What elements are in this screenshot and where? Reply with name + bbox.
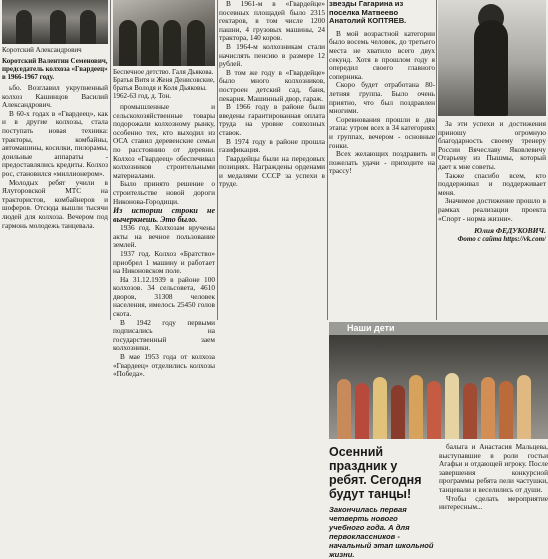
photo-credit: Фото с сайта https://vk.com/ xyxy=(457,235,546,244)
article-body xyxy=(2,84,108,230)
photo-figure xyxy=(499,381,513,439)
photo-figure xyxy=(409,375,423,439)
photo-caption: Беспечное детство. Галя Дьякова. Братья Витя и Женя Денисовские, братья Володя и Коля Дьяковы. 1962-63 год, д. Тон. xyxy=(113,68,215,100)
paragraph: За эти успехи и достижения приношу огромную благодарность своему тренеру России Вячеславу Яковлевичу Отарьеву из Пышмы, который дает к мне советы. xyxy=(438,119,546,171)
paragraph: В 1942 году первыми подписались на государственный заем колхозники. xyxy=(113,317,215,353)
photo-figure xyxy=(355,383,369,439)
column-1 xyxy=(2,0,108,548)
section-right-column xyxy=(439,443,548,559)
photo-figure xyxy=(463,383,477,439)
section-left-column xyxy=(329,443,435,559)
column-5 xyxy=(438,0,546,318)
column-2 xyxy=(113,0,215,548)
paragraph: В мой возрастной категории было восемь человек, до третьего места не хватило всего двух секунд. Хотя в прошлом году я опередил своего главного соперника. xyxy=(329,28,435,81)
paragraph: 1936 год. Колхозам вручены акты на вечное пользование землей. xyxy=(113,223,215,250)
photo-figure xyxy=(427,381,441,439)
photo-figure xyxy=(187,20,205,66)
photo-figure xyxy=(517,375,531,439)
section-heading: Из истории строки не вычеркнешь. Это было. xyxy=(113,206,215,225)
paragraph: 1937 год. Колхоз «Братство» приобрел 1 машину и работает на Никоновском поле. xyxy=(113,248,215,276)
article-subheading: звезды Гагарина из поселка Матвеево Анатолий КОПТЯЕВ. xyxy=(329,0,407,26)
photo-figure xyxy=(50,10,66,44)
paragraph: Чтобы сделать мероприятие интересным... xyxy=(439,493,548,512)
photo-caption xyxy=(2,57,108,81)
photo-figure xyxy=(337,379,351,439)
portrait-photo xyxy=(2,0,108,44)
paragraph: В 1966 году в районе были введены гарантированная оплата труда на уровне совхозных ставок. xyxy=(219,102,325,137)
column-4 xyxy=(329,0,435,318)
photo-caption-top: Коротский Александрович xyxy=(2,46,82,54)
children-photo xyxy=(113,0,215,66)
paragraph: Также спасибо всем, кто поддерживал и поддерживает меня. xyxy=(438,170,546,197)
photo-figure xyxy=(373,377,387,439)
paragraph: Было принято решение о строительстве новой дороги Никонова-Городищи. xyxy=(113,179,215,206)
photo-figure xyxy=(481,377,495,439)
section-headline: Осенний праздник у ребят. Сегодня будут танцы! xyxy=(329,445,422,501)
article-body xyxy=(113,103,215,379)
paragraph: балыга и Анастасия Мальцева, выступавшие в роли гостьи Агафьи и отдающей игроку. После завершения конкурсной программы ребята пели частушки, танцевали и веселились от души. xyxy=(439,442,548,494)
section-lead: Закончилась первая четверть нового учебного года. А для первоклассников - начальный этап школьной жизни. xyxy=(329,505,434,559)
paragraph: На 31.12.1939 в районе 100 колхозов. 34 сельсовета, 4610 дворов, 31308 человек населения, имелось 25450 голов скота. xyxy=(113,274,215,319)
paragraph: Гвардейцы были на передовых позициях. Награждены орденами и медалями СССР за успехи в труде. xyxy=(219,153,325,189)
paragraph: В том же году в «Гвардейце» было много колхозников, построен детский сад, баня, пекарня. Машинный двор, гараж. xyxy=(219,67,325,103)
column-rule xyxy=(436,0,437,320)
paragraph: В мае 1953 года от колхоза «Гвардеец» отделились колхозы «Победа». xyxy=(113,352,215,379)
photo-figure xyxy=(163,20,181,66)
kids-section xyxy=(329,322,548,559)
paragraph: В 60-х годах в «Гвардеец», как и в другие колхозы, стала поступать новая техника: тракторы, комбайны, автомашины, косилки, пилорамы, доильные аппараты - предоставлялись кредиты. Колхоз рос, становился «миллионером». xyxy=(2,108,108,178)
photo-figure xyxy=(391,385,405,439)
section-text xyxy=(329,439,548,559)
athlete-photo xyxy=(438,0,546,116)
column-rule xyxy=(217,0,218,320)
photo-caption-text: Коротский Валентин Семенович, председатель колхоза «Гвардеец» в 1966-1967 году. xyxy=(2,57,108,81)
paragraph: Молодых ребят учили в Ялуторовской МТС на трактористов, комбайнеров и шоферов. Отсюда вышли тысячи людей для колхоза. Вечером под гармонь молодежь танцевала. xyxy=(2,177,108,230)
column-3 xyxy=(219,0,325,548)
paragraph: промышленные и сельскохозяйственные товары подорожали колхозному рынку, особенно тех, кто выходил из ОСА ставил деревенские семьи по расстоянию от деревни. Колхоз «Гвардеец» обеспечивал колхозников строительными материалами. xyxy=(113,102,215,180)
photo-figure xyxy=(80,10,96,44)
paragraph: В 1961-м в «Гвардейце» посевных площадей было 2315 гектаров, в том числе 1200 пашни, 4 грузовых машины, 24 трактора, 140 коров. xyxy=(219,0,325,43)
author-signature: Юлия ФЕДУКОВИЧ. xyxy=(474,226,546,236)
paragraph: В 1974 году в районе прошла газификация. xyxy=(219,136,325,155)
column-rule xyxy=(110,0,111,320)
paragraph: Всех желающих поздравить и пожелать удачи - приходите на трассу! xyxy=(329,149,435,176)
article-body xyxy=(438,120,546,223)
photo-figure xyxy=(445,373,459,439)
paragraph: В 1964-м колхозникам стали начислять пенсию в размере 12 рублей. xyxy=(219,41,325,69)
paragraph: Значимое достижение прошло в рамках реализации проекта «Спорт - норма жизни». xyxy=(438,196,546,223)
paragraph: ьбо. Возглавил укрупненный колхоз Кашинцов Василий Александрович. xyxy=(2,83,108,110)
article-body xyxy=(329,30,435,176)
paragraph: Скоро будет отработана 80-летняя группа. Было очень приятно, что был поздравлен многими. xyxy=(329,80,435,116)
photo-figure xyxy=(141,20,159,66)
photo-figure xyxy=(16,10,32,44)
section-banner: Наши дети xyxy=(329,322,548,335)
photo-figure xyxy=(119,20,137,66)
kids-group-photo xyxy=(329,335,548,439)
photo-figure xyxy=(474,20,508,116)
column-rule xyxy=(327,0,328,320)
paragraph: Соревнования прошли в два этапа: утром всех в 34 категориях и группах, вечером - основные гонки. xyxy=(329,114,435,150)
article-body xyxy=(219,0,325,189)
